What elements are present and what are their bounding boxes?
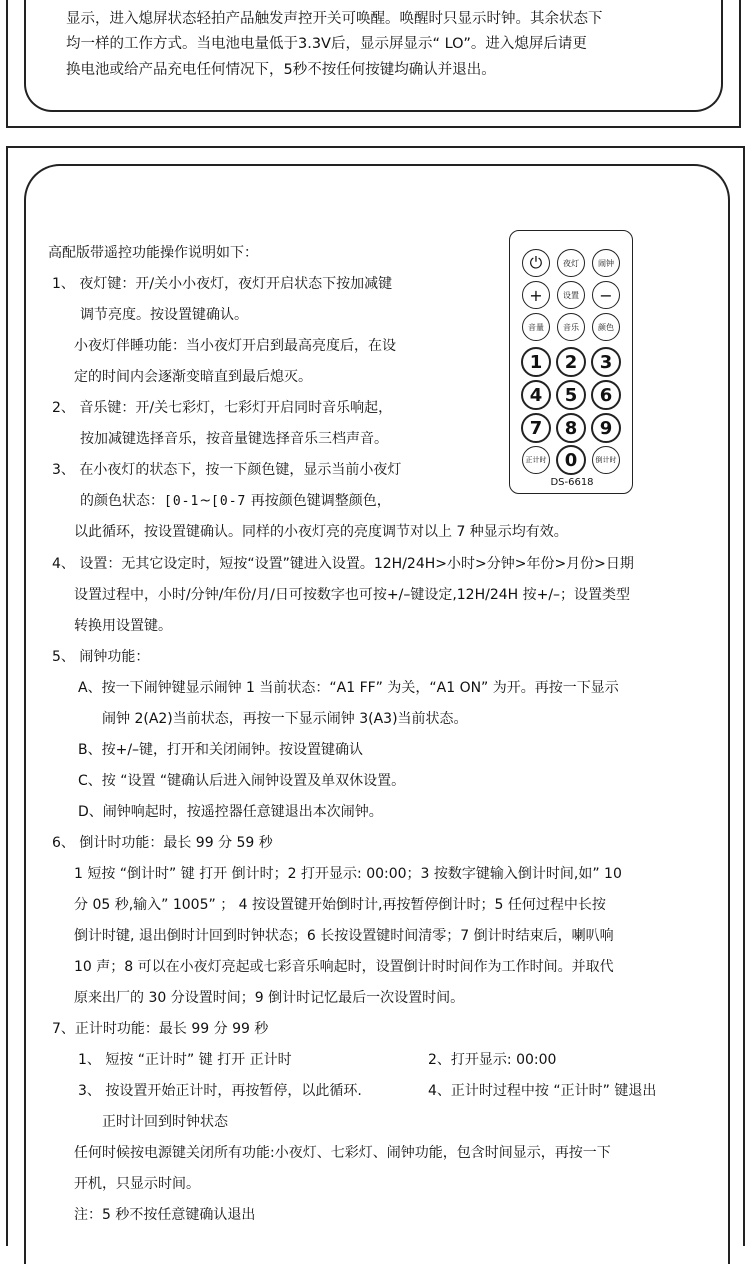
section-3-line-3: 以此循环，按设置键确认。同样的小夜灯亮的亮度调节对以上 7 种显示均有效。 [74, 524, 568, 540]
remote-digit-8: 8 [556, 413, 586, 443]
remote-digit-7: 7 [521, 413, 551, 443]
section-6-line-4: 10 声；8 可以在小夜灯亮起或七彩音乐响起时，设置倒计时时间作为工作时间。并取代 [74, 959, 614, 975]
section-1-line-4: 定的时间内会逐渐变暗直到最后熄灭。 [74, 369, 312, 385]
section-3-line-2 [80, 486, 391, 517]
remote-digit-3: 3 [591, 347, 621, 377]
top-inner-frame [24, 0, 723, 112]
section-4-line-2: 设置过程中，小时/分钟/年份/月/日可按数字也可按+/–键设定,12H/24H 按+/–；设置类型 [74, 587, 631, 603]
color-segment-start: [0-1 [164, 494, 200, 509]
section-5-item-a: A、按一下闹钟键显示闹钟 1 当前状态：“A1 FF” 为关，“A1 ON” 为开。再按一下显示 [78, 680, 619, 696]
section-7-item-3: 3、 按设置开始正计时，再按暂停，以此循环. [78, 1083, 362, 1099]
section-7-item-4: 4、正计时过程中按 “正计时” 键退出 [428, 1083, 657, 1099]
section-5-item-c: C、按 “设置 “键确认后进入闹钟设置及单双休设置。 [78, 773, 406, 789]
section-3-line-1: 3、 在小夜灯的状态下，按一下颜色键，显示当前小夜灯 [52, 462, 402, 478]
remote-model-label: DS-6618 [550, 477, 594, 488]
remote-digit-4: 4 [521, 380, 551, 410]
remote-volume-button: 音量 [522, 313, 550, 341]
section-6-line-2: 分 05 秒,输入” 1005” ； 4 按设置键开始倒时计,再按暂停倒计时；5 任何过程中长按 [74, 897, 606, 913]
item-number [38, 0, 64, 1]
top-panel [6, 0, 741, 128]
section-6-line-3: 倒计时键, 退出倒时计回到时钟状态；6 长按设置键时间清零；7 倒计时结束后，喇叭响 [74, 928, 614, 944]
work-mode-line-1 [64, 0, 611, 1]
remote-night-light-button: 夜灯 [557, 249, 585, 277]
power-off-line-2: 开机，只显示时间。 [74, 1176, 200, 1192]
power-off-line-1: 任何时候按电源键关闭所有功能:小夜灯、七彩灯、闹钟功能，包含时间显示，再按一下 [74, 1145, 611, 1161]
work-mode-line-4: 换电池或给产品充电任何情况下，5秒不按任何按键均确认并退出。 [66, 61, 496, 78]
note-line: 注：5 秒不按任意键确认退出 [74, 1207, 256, 1223]
section-5-item-d: D、闹钟响起时，按遥控器任意键退出本次闹钟。 [78, 804, 383, 820]
intro-line: 高配版带遥控功能操作说明如下： [48, 245, 258, 261]
color-state-suffix: 再按颜色键调整颜色， [246, 493, 391, 509]
remote-control-diagram [509, 230, 633, 494]
remote-digit-9: 9 [591, 413, 621, 443]
section-7-item-4-cont: 正时计回到时钟状态 [102, 1114, 228, 1130]
section-4-line-1: 4、 设置：无其它设定时，短按“设置”键进入设置。12H/24H>小时>分钟>年份>月份>日期 [52, 556, 634, 572]
section-7-item-1: 1、 短按 “正计时” 键 打开 正计时 [78, 1052, 292, 1068]
work-mode-line-3: 均一样的工作方式。当电池电量低于3.3V后，显示屏显示“ LO”。进入熄屏后请更 [66, 36, 587, 53]
plus-icon: + [522, 281, 550, 309]
section-5-item-b: B、按+/–键，打开和关闭闹钟。按设置键确认 [78, 742, 364, 758]
minus-icon: − [592, 281, 620, 309]
section-5-title: 5、 闹钟功能： [52, 649, 150, 665]
section-5-item-a-cont: 闹钟 2(A2)当前状态，再按一下显示闹钟 3(A3)当前状态。 [102, 711, 468, 727]
section-6-line-1: 1 短按 “倒计时” 键 打开 倒计时；2 打开显示: 00:00；3 按数字键输入倒计时间,如” 10 [74, 866, 622, 882]
remote-count-up-button: 正计时 [522, 446, 550, 474]
color-segment-end: [0-7 [211, 494, 247, 509]
section-2-line-1: 2、 音乐键：开/关七彩灯，七彩灯开启同时音乐响起， [52, 400, 393, 416]
section-6-title: 6、 倒计时功能：最长 99 分 59 秒 [52, 835, 273, 851]
remote-alarm-button: 闹钟 [592, 249, 620, 277]
remote-digit-5: 5 [556, 380, 586, 410]
section-6-line-5: 原来出厂的 30 分设置时间；9 倒计时记忆最后一次设置时间。 [74, 990, 465, 1006]
remote-digit-2: 2 [556, 347, 586, 377]
section-2-line-2: 按加减键选择音乐，按音量键选择音乐三档声音。 [80, 431, 388, 447]
color-state-label: 的颜色状态： [80, 493, 164, 509]
work-mode-section [66, 0, 736, 83]
remote-digit-6: 6 [591, 380, 621, 410]
power-icon: ⏻ [522, 249, 550, 277]
work-mode-line-2: 显示，进入熄屏状态轻拍产品触发声控开关可唤醒。唤醒时只显示时钟。其余状态下 [66, 10, 603, 27]
remote-digit-1: 1 [521, 347, 551, 377]
section-4-line-3: 转换用设置键。 [74, 618, 172, 634]
section-7-title: 7、正计时功能：最长 99 分 99 秒 [52, 1021, 269, 1037]
remote-digit-0: 0 [556, 445, 586, 475]
section-1-line-1: 1、 夜灯键：开/关小小夜灯，夜灯开启状态下按加减键 [52, 276, 393, 292]
section-1-line-3: 小夜灯伴睡功能：当小夜灯开启到最高亮度后，在设 [74, 338, 396, 354]
remote-music-button: 音乐 [557, 313, 585, 341]
remote-countdown-button: 倒计时 [592, 446, 620, 474]
remote-color-button: 颜色 [592, 313, 620, 341]
section-7-item-2: 2、打开显示: 00:00 [428, 1052, 557, 1068]
range-tilde: ~ [199, 493, 212, 509]
section-1-line-2: 调节亮度。按设置键确认。 [80, 307, 248, 323]
remote-settings-button: 设置 [557, 281, 585, 309]
